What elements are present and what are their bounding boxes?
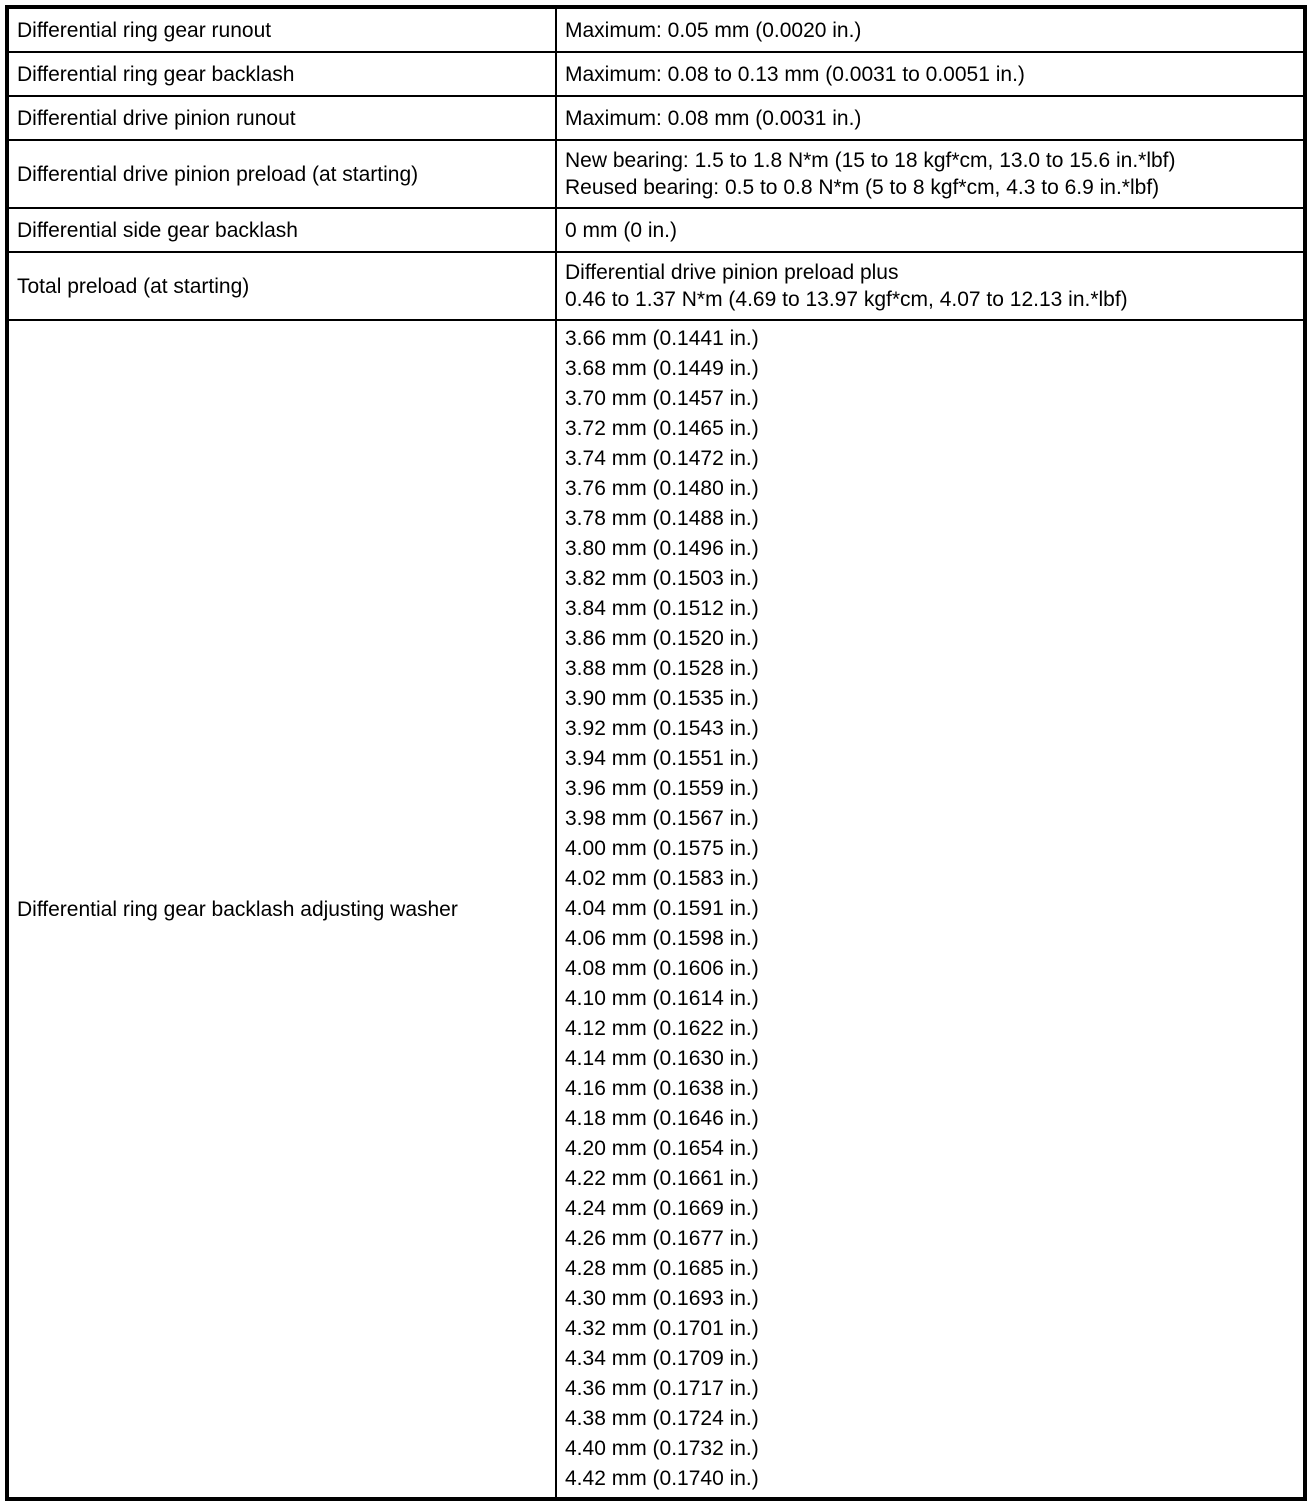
- value-line: 3.72 mm (0.1465 in.): [565, 417, 759, 440]
- value-line: 4.42 mm (0.1740 in.): [565, 1467, 759, 1490]
- value-line: 3.70 mm (0.1457 in.): [565, 387, 759, 410]
- table-row: [7, 320, 1305, 1499]
- table-row: [7, 252, 1305, 320]
- row-label: Differential ring gear runout: [7, 7, 556, 52]
- value-line: 4.16 mm (0.1638 in.): [565, 1077, 759, 1100]
- value-line: 4.14 mm (0.1630 in.): [565, 1047, 759, 1070]
- value-line: 4.18 mm (0.1646 in.): [565, 1107, 759, 1130]
- value-line: 0 mm (0 in.): [565, 218, 678, 242]
- value-line: 3.68 mm (0.1449 in.): [565, 357, 759, 380]
- differential-spec-table: [5, 5, 1307, 1501]
- value-line: Differential drive pinion preload plus: [565, 261, 899, 284]
- value-line: Maximum: 0.08 mm (0.0031 in.): [565, 106, 862, 130]
- value-line: 3.90 mm (0.1535 in.): [565, 687, 759, 710]
- value-line: 4.02 mm (0.1583 in.): [565, 867, 759, 890]
- value-line: 3.92 mm (0.1543 in.): [565, 717, 759, 740]
- value-line: 4.20 mm (0.1654 in.): [565, 1137, 759, 1160]
- value-line: Reused bearing: 0.5 to 0.8 N*m (5 to 8 kgf*cm, 4.3 to 6.9 in.*lbf): [565, 176, 1160, 199]
- value-line: 4.12 mm (0.1622 in.): [565, 1017, 759, 1040]
- value-line: New bearing: 1.5 to 1.8 N*m (15 to 18 kgf*cm, 13.0 to 15.6 in.*lbf): [565, 149, 1176, 172]
- row-value-cell: [556, 96, 1305, 140]
- value-line: 3.74 mm (0.1472 in.): [565, 447, 759, 470]
- value-line: 4.40 mm (0.1732 in.): [565, 1437, 759, 1460]
- spec-table-body: [7, 7, 1305, 1499]
- row-value-cell: [556, 252, 1305, 320]
- value-line: 4.22 mm (0.1661 in.): [565, 1167, 759, 1190]
- value-line: Maximum: 0.08 to 0.13 mm (0.0031 to 0.0051 in.): [565, 62, 1025, 86]
- value-line: 4.30 mm (0.1693 in.): [565, 1287, 759, 1310]
- value-line: 4.34 mm (0.1709 in.): [565, 1347, 759, 1370]
- value-line: 4.10 mm (0.1614 in.): [565, 987, 759, 1010]
- value-line: 4.06 mm (0.1598 in.): [565, 927, 759, 950]
- row-label: Differential drive pinion runout: [7, 96, 556, 140]
- table-row: [7, 208, 1305, 252]
- table-row: [7, 7, 1305, 52]
- value-line: 4.04 mm (0.1591 in.): [565, 897, 759, 920]
- value-line: 0.46 to 1.37 N*m (4.69 to 13.97 kgf*cm, 4.07 to 12.13 in.*lbf): [565, 288, 1128, 311]
- value-line: 3.96 mm (0.1559 in.): [565, 777, 759, 800]
- value-line: 4.08 mm (0.1606 in.): [565, 957, 759, 980]
- value-line: 3.82 mm (0.1503 in.): [565, 567, 759, 590]
- row-value-cell: [556, 7, 1305, 52]
- value-line: 3.76 mm (0.1480 in.): [565, 477, 759, 500]
- value-line: 4.32 mm (0.1701 in.): [565, 1317, 759, 1340]
- table-row: [7, 96, 1305, 140]
- value-line: 3.80 mm (0.1496 in.): [565, 537, 759, 560]
- value-line: 3.78 mm (0.1488 in.): [565, 507, 759, 530]
- value-line: 3.86 mm (0.1520 in.): [565, 627, 759, 650]
- value-line: 3.94 mm (0.1551 in.): [565, 747, 759, 770]
- value-line: 4.24 mm (0.1669 in.): [565, 1197, 759, 1220]
- row-value-cell: [556, 140, 1305, 208]
- row-value-cell: [556, 208, 1305, 252]
- value-line: 3.66 mm (0.1441 in.): [565, 327, 759, 350]
- row-value-cell: [556, 320, 1305, 1499]
- row-label: Differential side gear backlash: [7, 208, 556, 252]
- value-line: Maximum: 0.05 mm (0.0020 in.): [565, 18, 862, 42]
- value-line: 4.36 mm (0.1717 in.): [565, 1377, 759, 1400]
- row-value-cell: [556, 52, 1305, 96]
- table-row: [7, 140, 1305, 208]
- value-line: 4.00 mm (0.1575 in.): [565, 837, 759, 860]
- row-label: Differential ring gear backlash adjusting washer: [7, 320, 556, 1499]
- value-line: 3.98 mm (0.1567 in.): [565, 807, 759, 830]
- row-label: Differential drive pinion preload (at starting): [7, 140, 556, 208]
- value-line: 4.26 mm (0.1677 in.): [565, 1227, 759, 1250]
- row-label: Total preload (at starting): [7, 252, 556, 320]
- value-line: 3.84 mm (0.1512 in.): [565, 597, 759, 620]
- value-line: 4.38 mm (0.1724 in.): [565, 1407, 759, 1430]
- row-label: Differential ring gear backlash: [7, 52, 556, 96]
- table-row: [7, 52, 1305, 96]
- value-line: 3.88 mm (0.1528 in.): [565, 657, 759, 680]
- value-line: 4.28 mm (0.1685 in.): [565, 1257, 759, 1280]
